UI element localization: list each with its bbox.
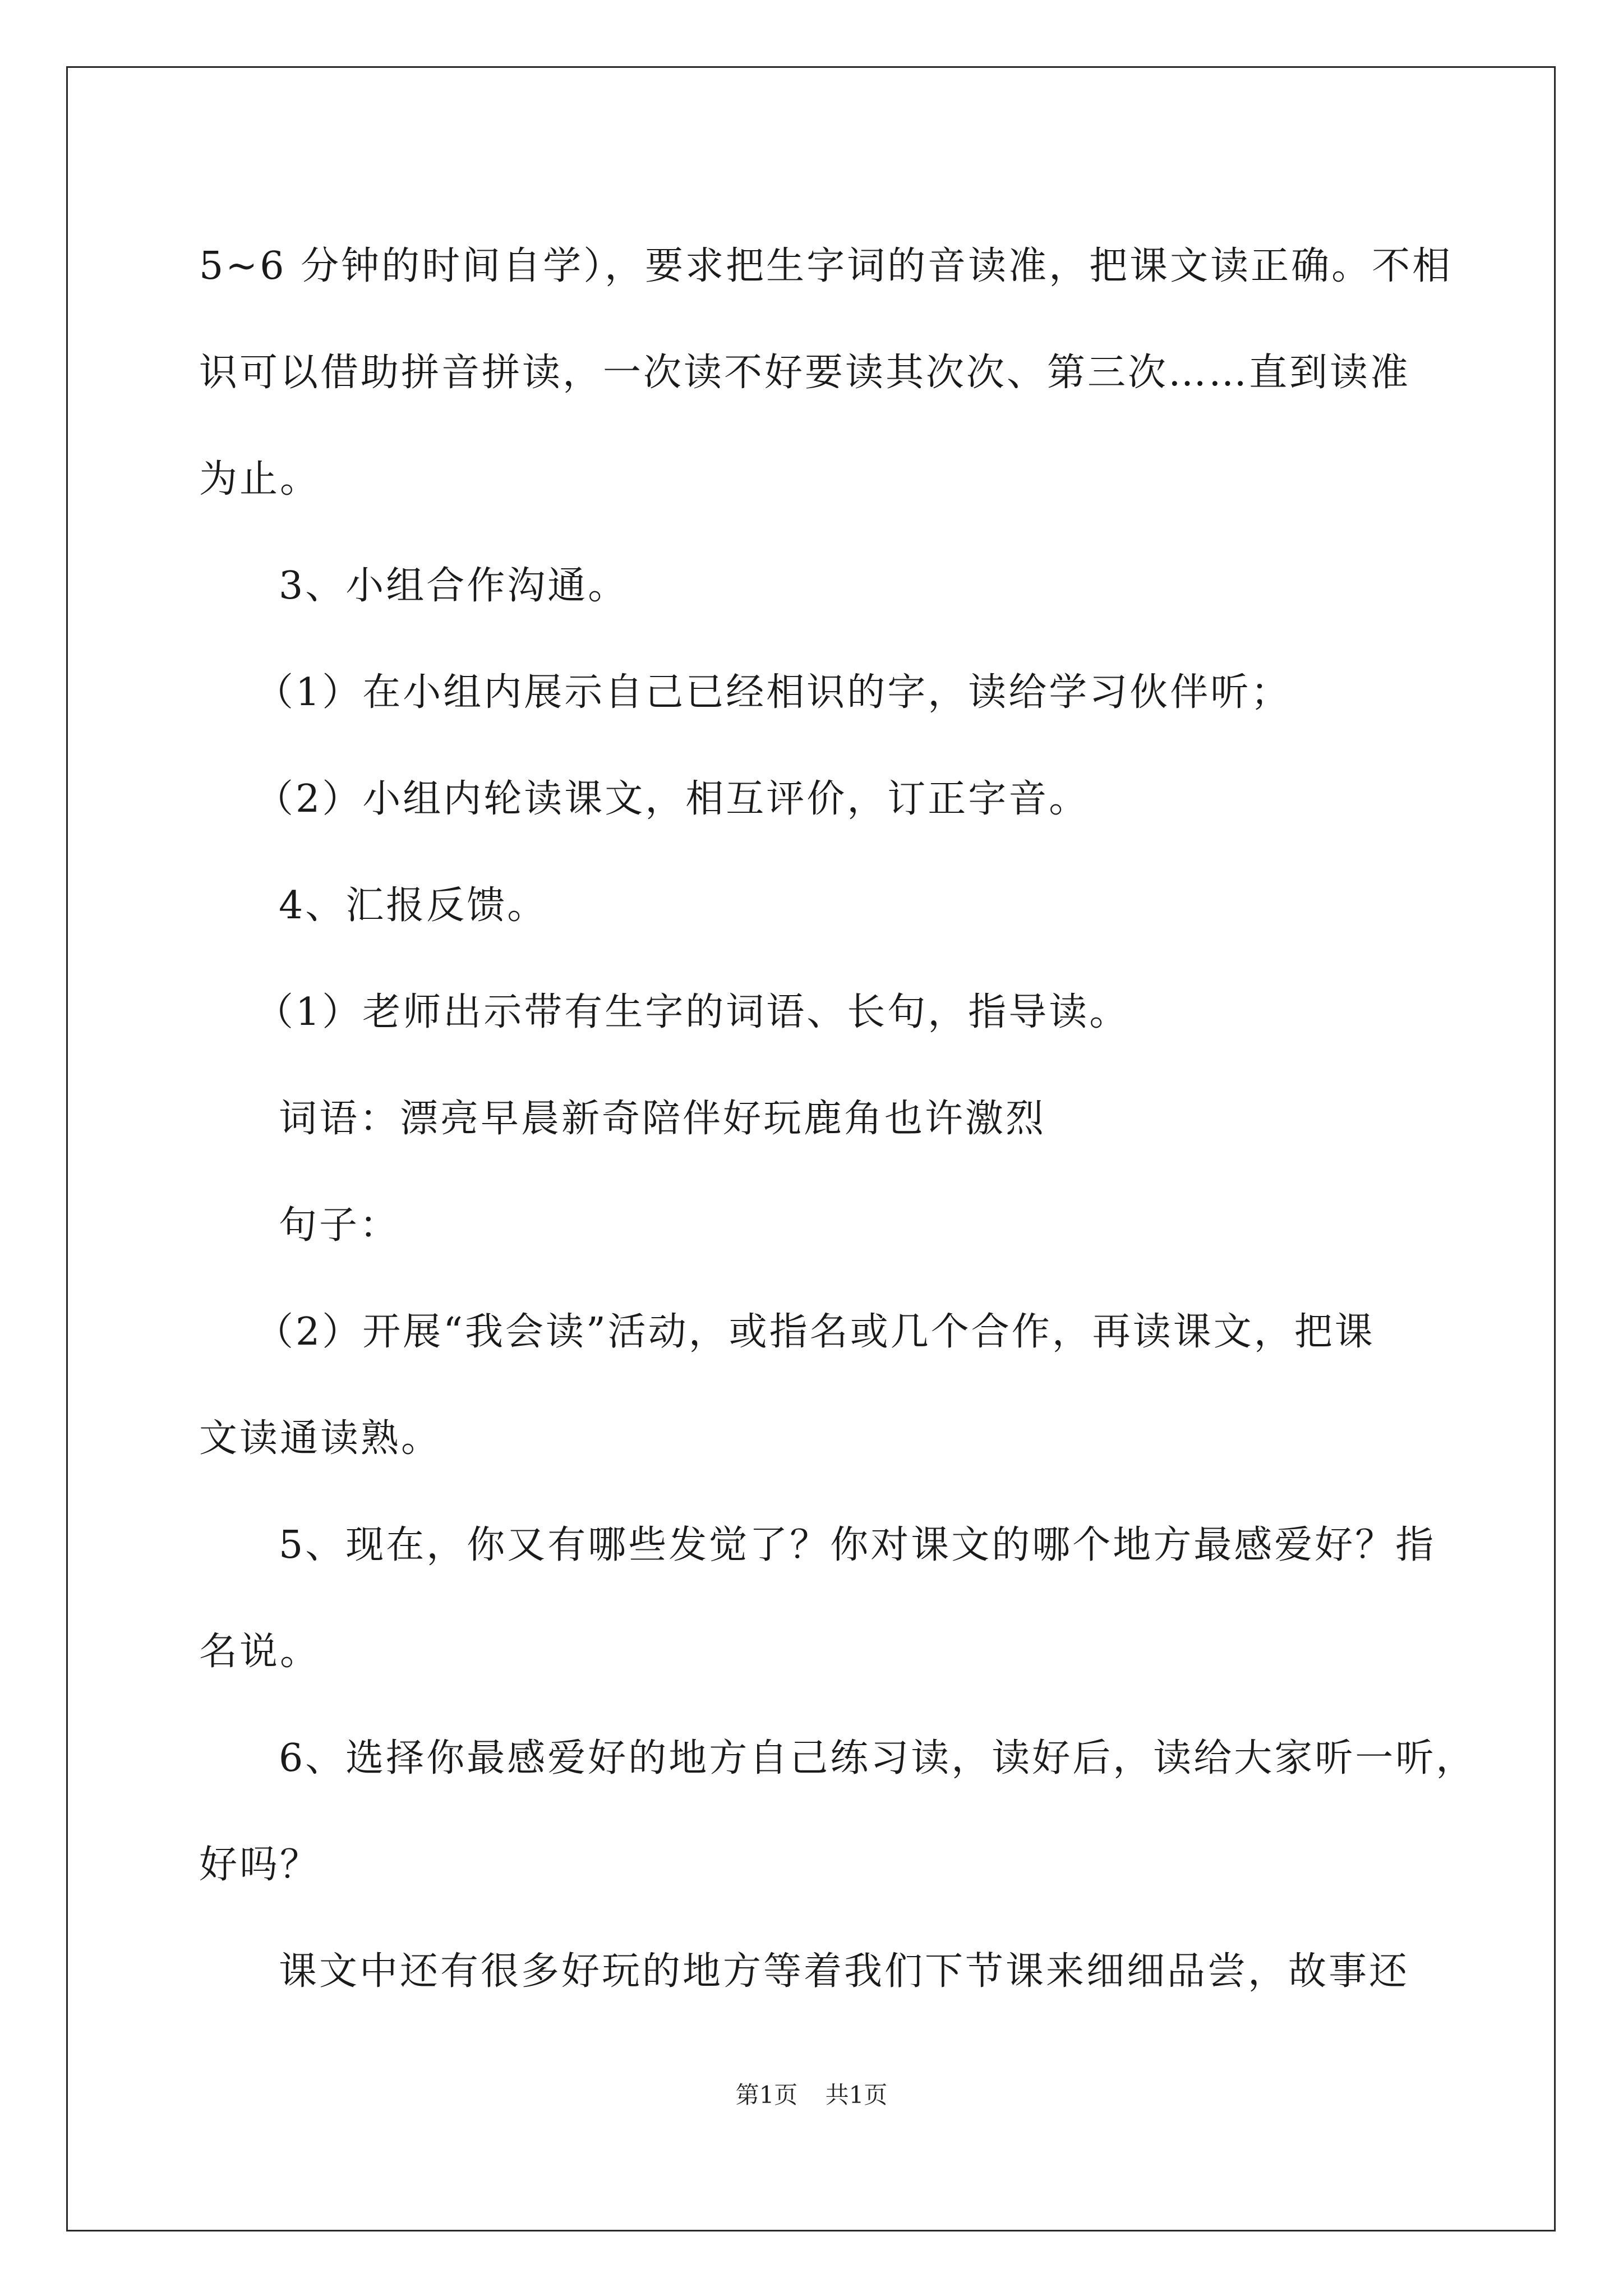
text-line-3: 为止。 (199, 457, 321, 501)
document-body (199, 213, 1477, 2025)
step-3-heading: 3、小组合作沟通。 (279, 564, 629, 608)
text-line-1: 5~6 分钟的时间自学），要求把生字词的音读准，把课文读正确。不相 (199, 244, 1453, 288)
step-5-text-continued: 名说。 (199, 1630, 321, 1674)
step-5-text: 5、现在，你又有哪些发觉了？你对课文的哪个地方最感爱好？指 (279, 1523, 1436, 1567)
step-3-item-1: （1）在小组内展示自己已经相识的字，读给学习伙伴听； (255, 670, 1292, 715)
vocabulary-line: 词语：漂亮早晨新奇陪伴好玩鹿角也许激烈 (279, 1097, 1046, 1141)
step-3-item-2: （2）小组内轮读课文，相互评价，订正字音。 (255, 777, 1090, 821)
step-4-heading: 4、汇报反馈。 (279, 884, 548, 928)
page-number: 第1页 (735, 2081, 798, 2109)
page-total: 共1页 (825, 2081, 888, 2109)
sentences-label: 句子： (279, 1203, 400, 1248)
step-4-item-2-continued: 文读通读熟。 (199, 1416, 442, 1461)
closing-text: 课文中还有很多好玩的地方等着我们下节课来细细品尝，故事还 (279, 1949, 1410, 1994)
step-4-item-2: （2）开展“我会读”活动，或指名或几个合作，再读课文，把课 (255, 1310, 1375, 1354)
page-footer (0, 2077, 1623, 2110)
step-6-text: 6、选择你最感爱好的地方自己练习读，读好后，读给大家听一听， (279, 1736, 1477, 1780)
step-6-text-continued: 好吗？ (199, 1843, 321, 1887)
step-4-item-1: （1）老师出示带有生字的词语、长句，指导读。 (255, 990, 1130, 1034)
text-line-2: 识可以借助拼音拼读，一次读不好要读其次次、第三次……直到读准 (199, 351, 1411, 395)
